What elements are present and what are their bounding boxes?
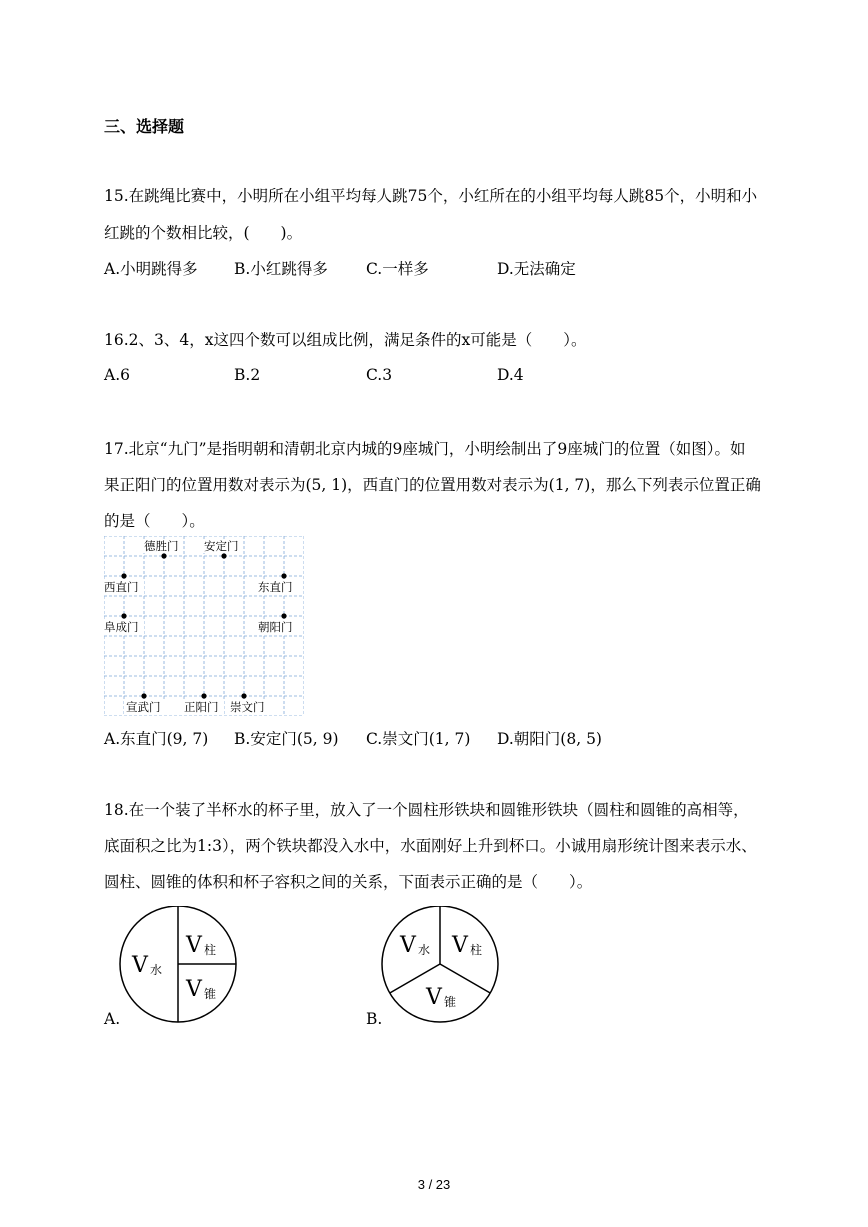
q18-line1: 18.在一个装了半杯水的杯子里，放入了一个圆柱形铁块和圆锥形铁块（圆柱和圆锥的高相等， (104, 801, 749, 819)
grid-svg (104, 536, 304, 716)
b-cone-sub: 锥 (444, 995, 457, 1009)
city-gate-map (104, 536, 304, 716)
a-water-sub: 水 (150, 963, 163, 977)
label-chongwen: 崇文门 (230, 700, 265, 714)
q15-line1: 15.在跳绳比赛中，小明所在小组平均每人跳75个，小红所在的小组平均每人跳85个，小明和小 (104, 187, 758, 205)
dot-xuanwu (141, 693, 146, 698)
q15-option-a[interactable]: A.小明跳得多 (104, 260, 198, 278)
section-title: 三、选择题 (104, 117, 185, 136)
label-chaoyang: 朝阳门 (258, 620, 293, 634)
q15-option-d[interactable]: D.无法确定 (497, 260, 576, 278)
q17-line1: 17.北京“九门”是指明朝和清朝北京内城的9座城门，小明绘制出了9座城门的位置（如图）。如 (104, 440, 746, 458)
pie-chart-b (380, 906, 504, 1026)
a-water-v: V (132, 953, 148, 978)
dot-dongzhi (281, 573, 286, 578)
q16-line1: 16.2、3、4，x这四个数可以组成比例，满足条件的x可能是（ ）。 (104, 331, 587, 349)
q15-option-b[interactable]: B.小红跳得多 (234, 260, 328, 278)
chart-a-label[interactable]: A. (104, 1010, 121, 1028)
q17-line3: 的是（ ）。 (104, 512, 205, 530)
label-dongzhi: 东直门 (258, 580, 293, 594)
q15-line2: 红跳的个数相比较，( )。 (104, 224, 303, 242)
label-zhengyang: 正阳门 (184, 700, 219, 714)
q16-option-d[interactable]: D.4 (497, 366, 524, 384)
dot-chongwen (241, 693, 246, 698)
dot-chaoyang (281, 613, 286, 618)
q17-option-b[interactable]: B.安定门(5, 9) (234, 730, 339, 748)
q16-option-c[interactable]: C.3 (366, 366, 393, 384)
q18-line2: 底面积之比为1:3），两个铁块都没入水中，水面刚好上升到杯口。小诚用扇形统计图来表示水、 (104, 837, 757, 855)
a-cyl-sub: 柱 (204, 943, 217, 957)
label-anding: 安定门 (204, 539, 239, 553)
q17-option-c[interactable]: C.崇文门(1, 7) (366, 730, 471, 748)
q18-line3: 圆柱、圆锥的体积和杯子容积之间的关系，下面表示正确的是（ ）。 (104, 873, 593, 891)
q17-line2: 果正阳门的位置用数对表示为(5, 1)，西直门的位置用数对表示为(1, 7)，那么下列表示位置正确 (104, 476, 761, 494)
label-xuanwu: 宣武门 (126, 700, 161, 714)
label-xizhi: 西直门 (104, 580, 139, 594)
b-water-v: V (400, 933, 416, 958)
dot-zhengyang (201, 693, 206, 698)
b-cone-v: V (426, 985, 442, 1010)
a-cyl-v: V (186, 933, 202, 958)
label-desheng: 德胜门 (144, 539, 179, 553)
b-cyl-v: V (452, 933, 468, 958)
q16-option-b[interactable]: B.2 (234, 366, 261, 384)
b-cyl-sub: 柱 (470, 943, 483, 957)
q15-option-c[interactable]: C.一样多 (366, 260, 429, 278)
label-fucheng: 阜成门 (104, 620, 139, 634)
pie-chart-a (118, 906, 242, 1026)
q17-option-a[interactable]: A.东直门(9, 7) (104, 730, 209, 748)
a-cone-sub: 锥 (204, 987, 217, 1001)
q16-option-a[interactable]: A.6 (104, 366, 130, 384)
dot-desheng (161, 553, 166, 558)
a-cone-v: V (186, 977, 202, 1002)
chart-b-label[interactable]: B. (366, 1010, 383, 1028)
q17-option-d[interactable]: D.朝阳门(8, 5) (497, 730, 602, 748)
page-number: 3 / 23 (417, 1177, 451, 1192)
b-water-sub: 水 (418, 943, 431, 957)
dot-fucheng (121, 613, 126, 618)
dot-xizhi (121, 573, 126, 578)
dot-anding (221, 553, 226, 558)
